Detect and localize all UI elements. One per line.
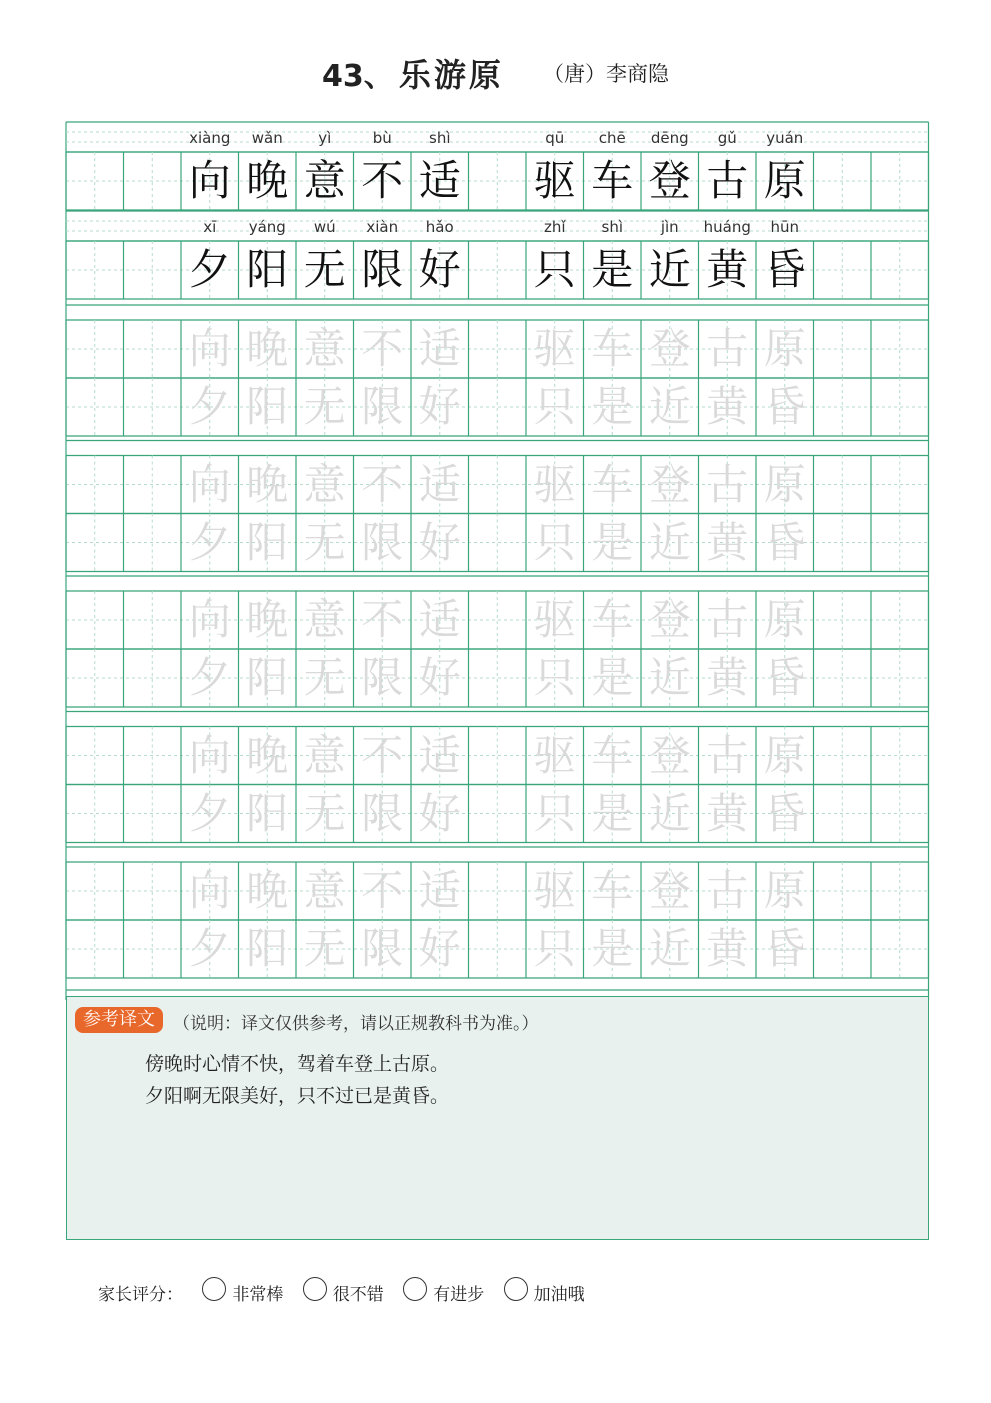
trace-character: 向 <box>188 866 231 915</box>
model-character: 古 <box>706 156 749 205</box>
trace-character: 原 <box>763 730 806 780</box>
trace-character: 古 <box>706 730 749 780</box>
model-character: 向 <box>188 156 231 205</box>
pinyin-label: hǎo <box>425 218 454 236</box>
model-character: 限 <box>361 245 404 294</box>
trace-character: 是 <box>591 788 634 838</box>
trace-character: 车 <box>591 595 634 644</box>
trace-character: 车 <box>591 866 634 915</box>
trace-character: 限 <box>361 517 404 567</box>
model-character: 无 <box>303 245 346 294</box>
trace-character: 是 <box>591 653 634 702</box>
trace-character: 阳 <box>246 653 289 702</box>
trace-character: 适 <box>418 866 461 915</box>
trace-character: 黄 <box>706 653 749 702</box>
trace-character: 驱 <box>533 866 576 915</box>
trace-character: 黄 <box>706 382 749 431</box>
pinyin-label: xī <box>203 218 217 236</box>
trace-character: 意 <box>303 459 346 509</box>
radio-circle-icon[interactable] <box>303 1277 327 1301</box>
pinyin-label: shì <box>429 129 451 147</box>
trace-character: 驱 <box>533 730 576 780</box>
trace-character: 适 <box>418 324 461 373</box>
translation-badge: 参考译文 <box>75 1007 163 1033</box>
trace-character: 无 <box>303 517 346 567</box>
trace-character: 昏 <box>763 653 806 702</box>
trace-character: 适 <box>418 730 461 780</box>
model-character: 意 <box>303 156 346 205</box>
trace-character: 原 <box>763 459 806 509</box>
trace-character: 不 <box>361 324 404 373</box>
trace-character: 车 <box>591 730 634 780</box>
trace-character: 只 <box>533 382 576 431</box>
trace-character: 限 <box>361 924 404 973</box>
pinyin-label: wú <box>313 218 336 236</box>
trace-character: 昏 <box>763 382 806 431</box>
model-character: 登 <box>648 156 691 205</box>
trace-character: 只 <box>533 653 576 702</box>
pinyin-label: yáng <box>248 218 286 236</box>
trace-character: 好 <box>418 653 461 702</box>
trace-character: 近 <box>648 382 691 431</box>
rating-option-improving[interactable]: 有进步 <box>403 1280 484 1305</box>
parent-rating <box>98 1280 585 1305</box>
model-character: 晚 <box>246 156 289 205</box>
trace-character: 原 <box>763 866 806 915</box>
trace-character: 无 <box>303 382 346 431</box>
trace-character: 驱 <box>533 595 576 644</box>
trace-character: 不 <box>361 595 404 644</box>
trace-character: 夕 <box>188 517 231 567</box>
trace-character: 原 <box>763 595 806 644</box>
trace-character: 阳 <box>246 382 289 431</box>
trace-character: 近 <box>648 788 691 838</box>
pinyin-label: qū <box>545 129 565 147</box>
trace-character: 是 <box>591 382 634 431</box>
poem-title: 乐游原 <box>398 56 504 94</box>
trace-character: 夕 <box>188 924 231 973</box>
trace-character: 向 <box>188 595 231 644</box>
model-character: 近 <box>648 245 691 294</box>
pinyin-label: gǔ <box>717 129 737 147</box>
trace-character: 意 <box>303 866 346 915</box>
model-character: 黄 <box>706 245 749 294</box>
model-character: 好 <box>418 245 461 294</box>
pinyin-label: huáng <box>703 218 751 236</box>
pinyin-label: dēng <box>650 129 689 147</box>
translation-line-2: 夕阳啊无限美好，只不过已是黄昏。 <box>145 1085 450 1107</box>
trace-character: 古 <box>706 459 749 509</box>
radio-circle-icon[interactable] <box>504 1277 528 1301</box>
trace-character: 古 <box>706 324 749 373</box>
trace-character: 黄 <box>706 924 749 973</box>
rating-label: 家长评分： <box>98 1285 183 1305</box>
trace-character: 昏 <box>763 924 806 973</box>
trace-character: 只 <box>533 788 576 838</box>
trace-character: 适 <box>418 459 461 509</box>
trace-character: 近 <box>648 653 691 702</box>
trace-character: 只 <box>533 517 576 567</box>
trace-character: 不 <box>361 730 404 780</box>
trace-character: 黄 <box>706 788 749 838</box>
pinyin-label: xiàng <box>189 129 231 147</box>
poem-author: （唐）李商隐 <box>542 62 669 86</box>
translation-panel <box>66 996 929 1240</box>
trace-character: 意 <box>303 595 346 644</box>
pinyin-label: xiàn <box>366 218 399 236</box>
trace-character: 无 <box>303 924 346 973</box>
trace-character: 好 <box>418 788 461 838</box>
trace-character: 无 <box>303 788 346 838</box>
model-character: 驱 <box>533 156 576 205</box>
trace-character: 适 <box>418 595 461 644</box>
trace-character: 昏 <box>763 788 806 838</box>
trace-character: 无 <box>303 653 346 702</box>
pinyin-label: yuán <box>766 129 804 147</box>
trace-character: 登 <box>648 866 691 915</box>
radio-circle-icon[interactable] <box>202 1277 226 1301</box>
pinyin-label: bù <box>372 129 392 147</box>
model-character: 只 <box>533 245 576 294</box>
pinyin-label: chē <box>598 129 626 147</box>
trace-character: 不 <box>361 459 404 509</box>
trace-character: 古 <box>706 866 749 915</box>
model-character: 不 <box>361 156 404 205</box>
translation-line-1: 傍晚时心情不快，驾着车登上古原。 <box>145 1053 450 1075</box>
trace-character: 登 <box>648 595 691 644</box>
trace-character: 晚 <box>246 730 289 780</box>
trace-character: 阳 <box>246 517 289 567</box>
trace-character: 昏 <box>763 517 806 567</box>
model-character: 是 <box>591 245 634 294</box>
trace-character: 夕 <box>188 788 231 838</box>
trace-character: 向 <box>188 459 231 509</box>
trace-character: 驱 <box>533 324 576 373</box>
trace-character: 向 <box>188 730 231 780</box>
model-character: 夕 <box>188 245 231 294</box>
trace-character: 原 <box>763 324 806 373</box>
trace-character: 向 <box>188 324 231 373</box>
trace-character: 限 <box>361 653 404 702</box>
trace-character: 阳 <box>246 788 289 838</box>
trace-character: 登 <box>648 324 691 373</box>
trace-character: 驱 <box>533 459 576 509</box>
model-character: 阳 <box>246 245 289 294</box>
pinyin-label: zhǐ <box>543 218 566 236</box>
trace-character: 晚 <box>246 866 289 915</box>
trace-character: 登 <box>648 459 691 509</box>
translation-note: （说明：译文仅供参考，请以正规教科书为准。） <box>173 1014 539 1034</box>
trace-character: 限 <box>361 788 404 838</box>
trace-character: 好 <box>418 924 461 973</box>
trace-character: 近 <box>648 924 691 973</box>
trace-character: 是 <box>591 924 634 973</box>
trace-character: 是 <box>591 517 634 567</box>
trace-character: 好 <box>418 517 461 567</box>
trace-character: 阳 <box>246 924 289 973</box>
pinyin-label: wǎn <box>251 129 283 147</box>
trace-character: 晚 <box>246 595 289 644</box>
rating-option-keep-going[interactable]: 加油哦 <box>504 1280 585 1305</box>
trace-character: 晚 <box>246 324 289 373</box>
lesson-number: 43、 <box>322 59 394 94</box>
rating-option-good[interactable]: 很不错 <box>303 1280 384 1305</box>
trace-character: 晚 <box>246 459 289 509</box>
pinyin-label: hūn <box>770 218 800 236</box>
trace-character: 夕 <box>188 382 231 431</box>
model-character: 适 <box>418 156 461 205</box>
trace-character: 黄 <box>706 517 749 567</box>
trace-character: 车 <box>591 324 634 373</box>
model-character: 车 <box>591 156 634 205</box>
pinyin-label: yì <box>318 129 332 147</box>
trace-character: 意 <box>303 324 346 373</box>
radio-circle-icon[interactable] <box>403 1277 427 1301</box>
trace-character: 车 <box>591 459 634 509</box>
rating-option-excellent[interactable]: 非常棒 <box>202 1280 283 1305</box>
trace-character: 好 <box>418 382 461 431</box>
trace-character: 意 <box>303 730 346 780</box>
trace-character: 近 <box>648 517 691 567</box>
model-character: 昏 <box>763 245 806 294</box>
trace-character: 登 <box>648 730 691 780</box>
trace-character: 只 <box>533 924 576 973</box>
trace-character: 古 <box>706 595 749 644</box>
pinyin-label: shì <box>601 218 623 236</box>
model-character: 原 <box>763 156 806 205</box>
trace-character: 夕 <box>188 653 231 702</box>
trace-character: 限 <box>361 382 404 431</box>
trace-character: 不 <box>361 866 404 915</box>
pinyin-label: jìn <box>660 218 679 236</box>
